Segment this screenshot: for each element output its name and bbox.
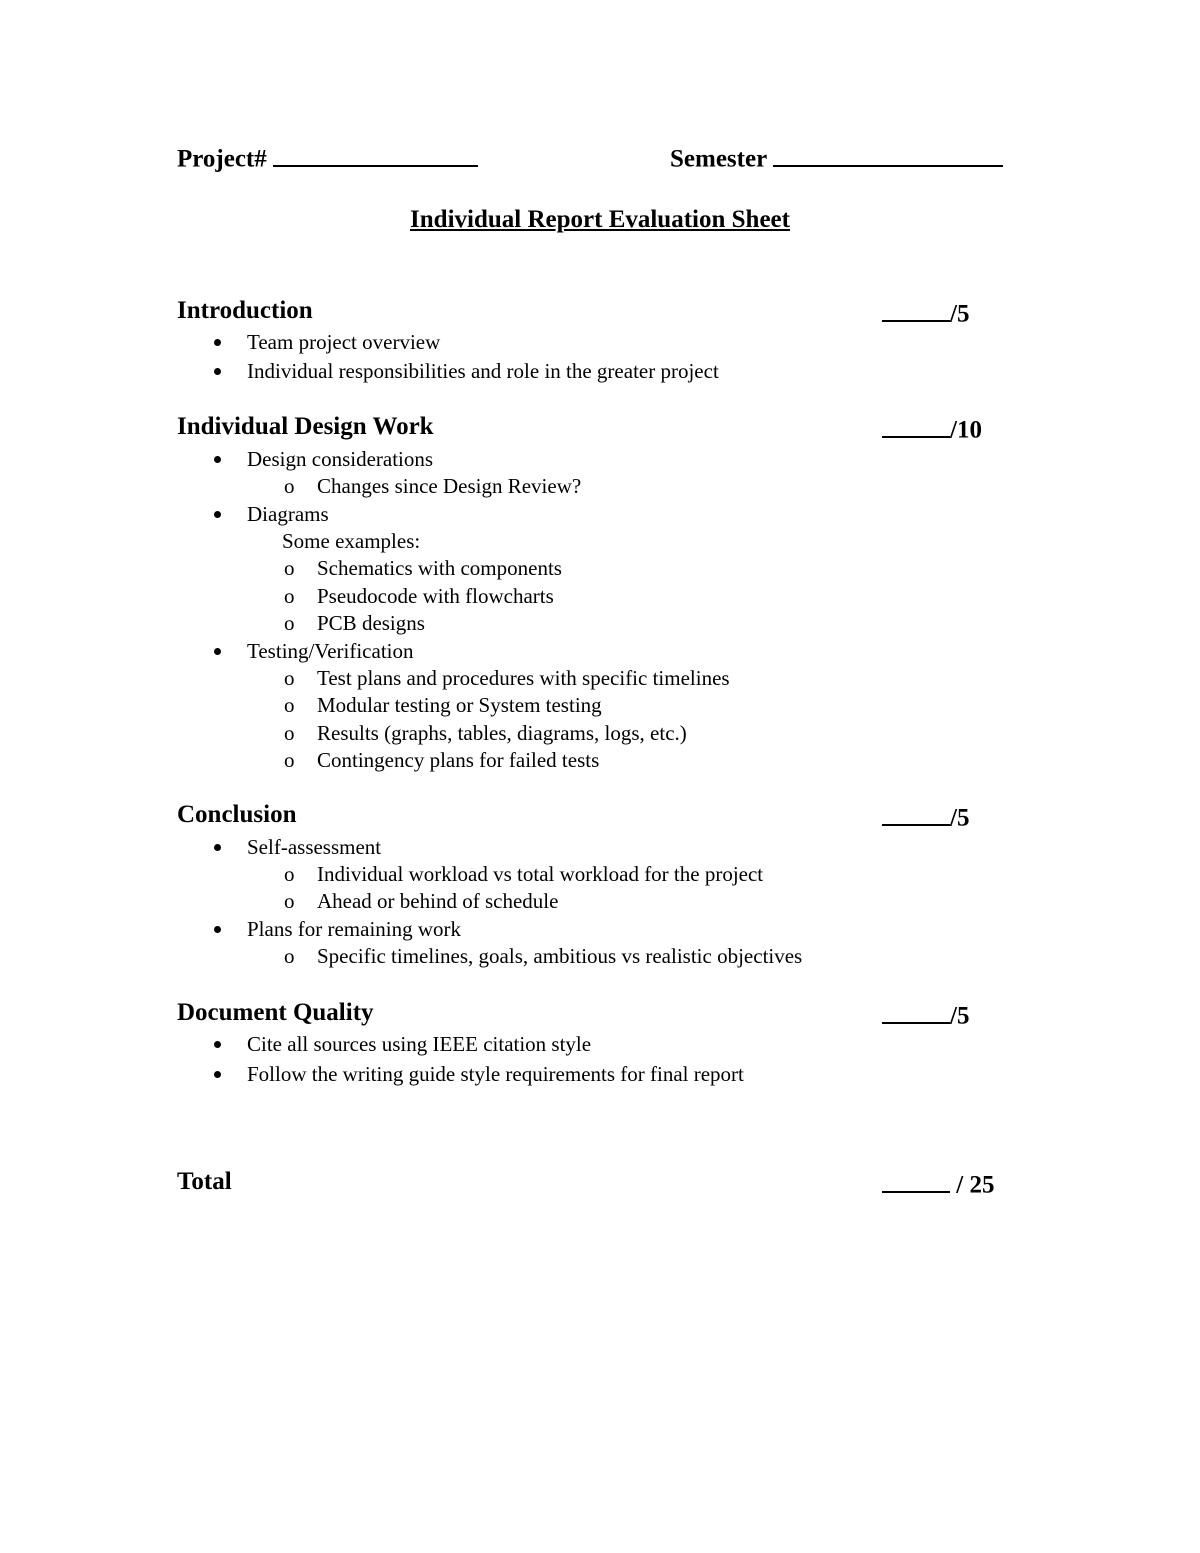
bullet-icon: [214, 844, 221, 851]
score-max: /5: [950, 804, 970, 832]
sub-bullet-icon: o: [284, 584, 295, 608]
score-blank-line[interactable]: [882, 297, 950, 322]
list-item: Team project overview: [247, 330, 441, 354]
score-conclusion[interactable]: [882, 801, 969, 833]
list-note: Some examples:: [282, 529, 421, 553]
list-item: Ahead or behind of schedule: [317, 889, 559, 913]
sub-bullet-icon: o: [284, 693, 295, 717]
section-heading-quality: Document Quality: [177, 999, 374, 1026]
list-item: PCB designs: [317, 611, 425, 635]
list-item: Individual workload vs total workload for the project: [317, 862, 764, 886]
sub-bullet-icon: o: [284, 862, 295, 886]
project-blank-line[interactable]: [273, 142, 478, 167]
bullet-icon: [214, 926, 221, 933]
list-item: Specific timelines, goals, ambitious vs realistic objectives: [317, 944, 803, 968]
total-label: Total: [177, 1168, 232, 1195]
score-blank-line[interactable]: [882, 1168, 950, 1193]
list-item: Follow the writing guide style requirements for final report: [247, 1062, 744, 1086]
sub-bullet-icon: o: [284, 721, 295, 745]
semester-field[interactable]: [670, 142, 1003, 174]
list-item: Design considerations: [247, 447, 434, 471]
sub-bullet-icon: o: [284, 666, 295, 690]
score-max: /10: [950, 416, 982, 444]
sub-bullet-icon: o: [284, 556, 295, 580]
list-item: Diagrams: [247, 502, 329, 526]
semester-blank-line[interactable]: [773, 142, 1003, 167]
list-item: Contingency plans for failed tests: [317, 748, 600, 772]
project-label: Project#: [177, 145, 267, 173]
bullet-icon: [214, 1041, 221, 1048]
project-number-field[interactable]: [177, 142, 478, 174]
list-item: Changes since Design Review?: [317, 474, 582, 498]
bullet-icon: [214, 368, 221, 375]
list-item: Test plans and procedures with specific timelines: [317, 666, 730, 690]
score-blank-line[interactable]: [882, 801, 950, 826]
sub-bullet-icon: o: [284, 611, 295, 635]
list-item: Schematics with components: [317, 556, 562, 580]
bullet-icon: [214, 511, 221, 518]
score-blank-line[interactable]: [882, 999, 950, 1024]
score-design[interactable]: [882, 413, 982, 445]
list-item: Individual responsibilities and role in the greater project: [247, 359, 719, 383]
list-item: Cite all sources using IEEE citation style: [247, 1032, 592, 1056]
bullet-icon: [214, 1071, 221, 1078]
score-max: /5: [950, 1002, 970, 1030]
score-max: /5: [950, 300, 970, 328]
list-item: Self-assessment: [247, 835, 382, 859]
score-max: / 25: [950, 1171, 995, 1199]
list-item: Results (graphs, tables, diagrams, logs, etc.): [317, 721, 687, 745]
score-total[interactable]: [882, 1168, 994, 1200]
score-blank-line[interactable]: [882, 413, 950, 438]
score-quality[interactable]: [882, 999, 969, 1031]
bullet-icon: [214, 339, 221, 346]
list-item: Pseudocode with flowcharts: [317, 584, 554, 608]
section-heading-conclusion: Conclusion: [177, 801, 297, 828]
page-title: Individual Report Evaluation Sheet: [410, 206, 790, 233]
bullet-icon: [214, 456, 221, 463]
list-item: Plans for remaining work: [247, 917, 462, 941]
semester-label: Semester: [670, 145, 767, 173]
sub-bullet-icon: o: [284, 748, 295, 772]
section-heading-design: Individual Design Work: [177, 413, 434, 440]
list-item: Testing/Verification: [247, 639, 414, 663]
sub-bullet-icon: o: [284, 474, 295, 498]
section-heading-introduction: Introduction: [177, 297, 313, 324]
sub-bullet-icon: o: [284, 889, 295, 913]
sub-bullet-icon: o: [284, 944, 295, 968]
bullet-icon: [214, 648, 221, 655]
score-introduction[interactable]: [882, 297, 969, 329]
list-item: Modular testing or System testing: [317, 693, 602, 717]
